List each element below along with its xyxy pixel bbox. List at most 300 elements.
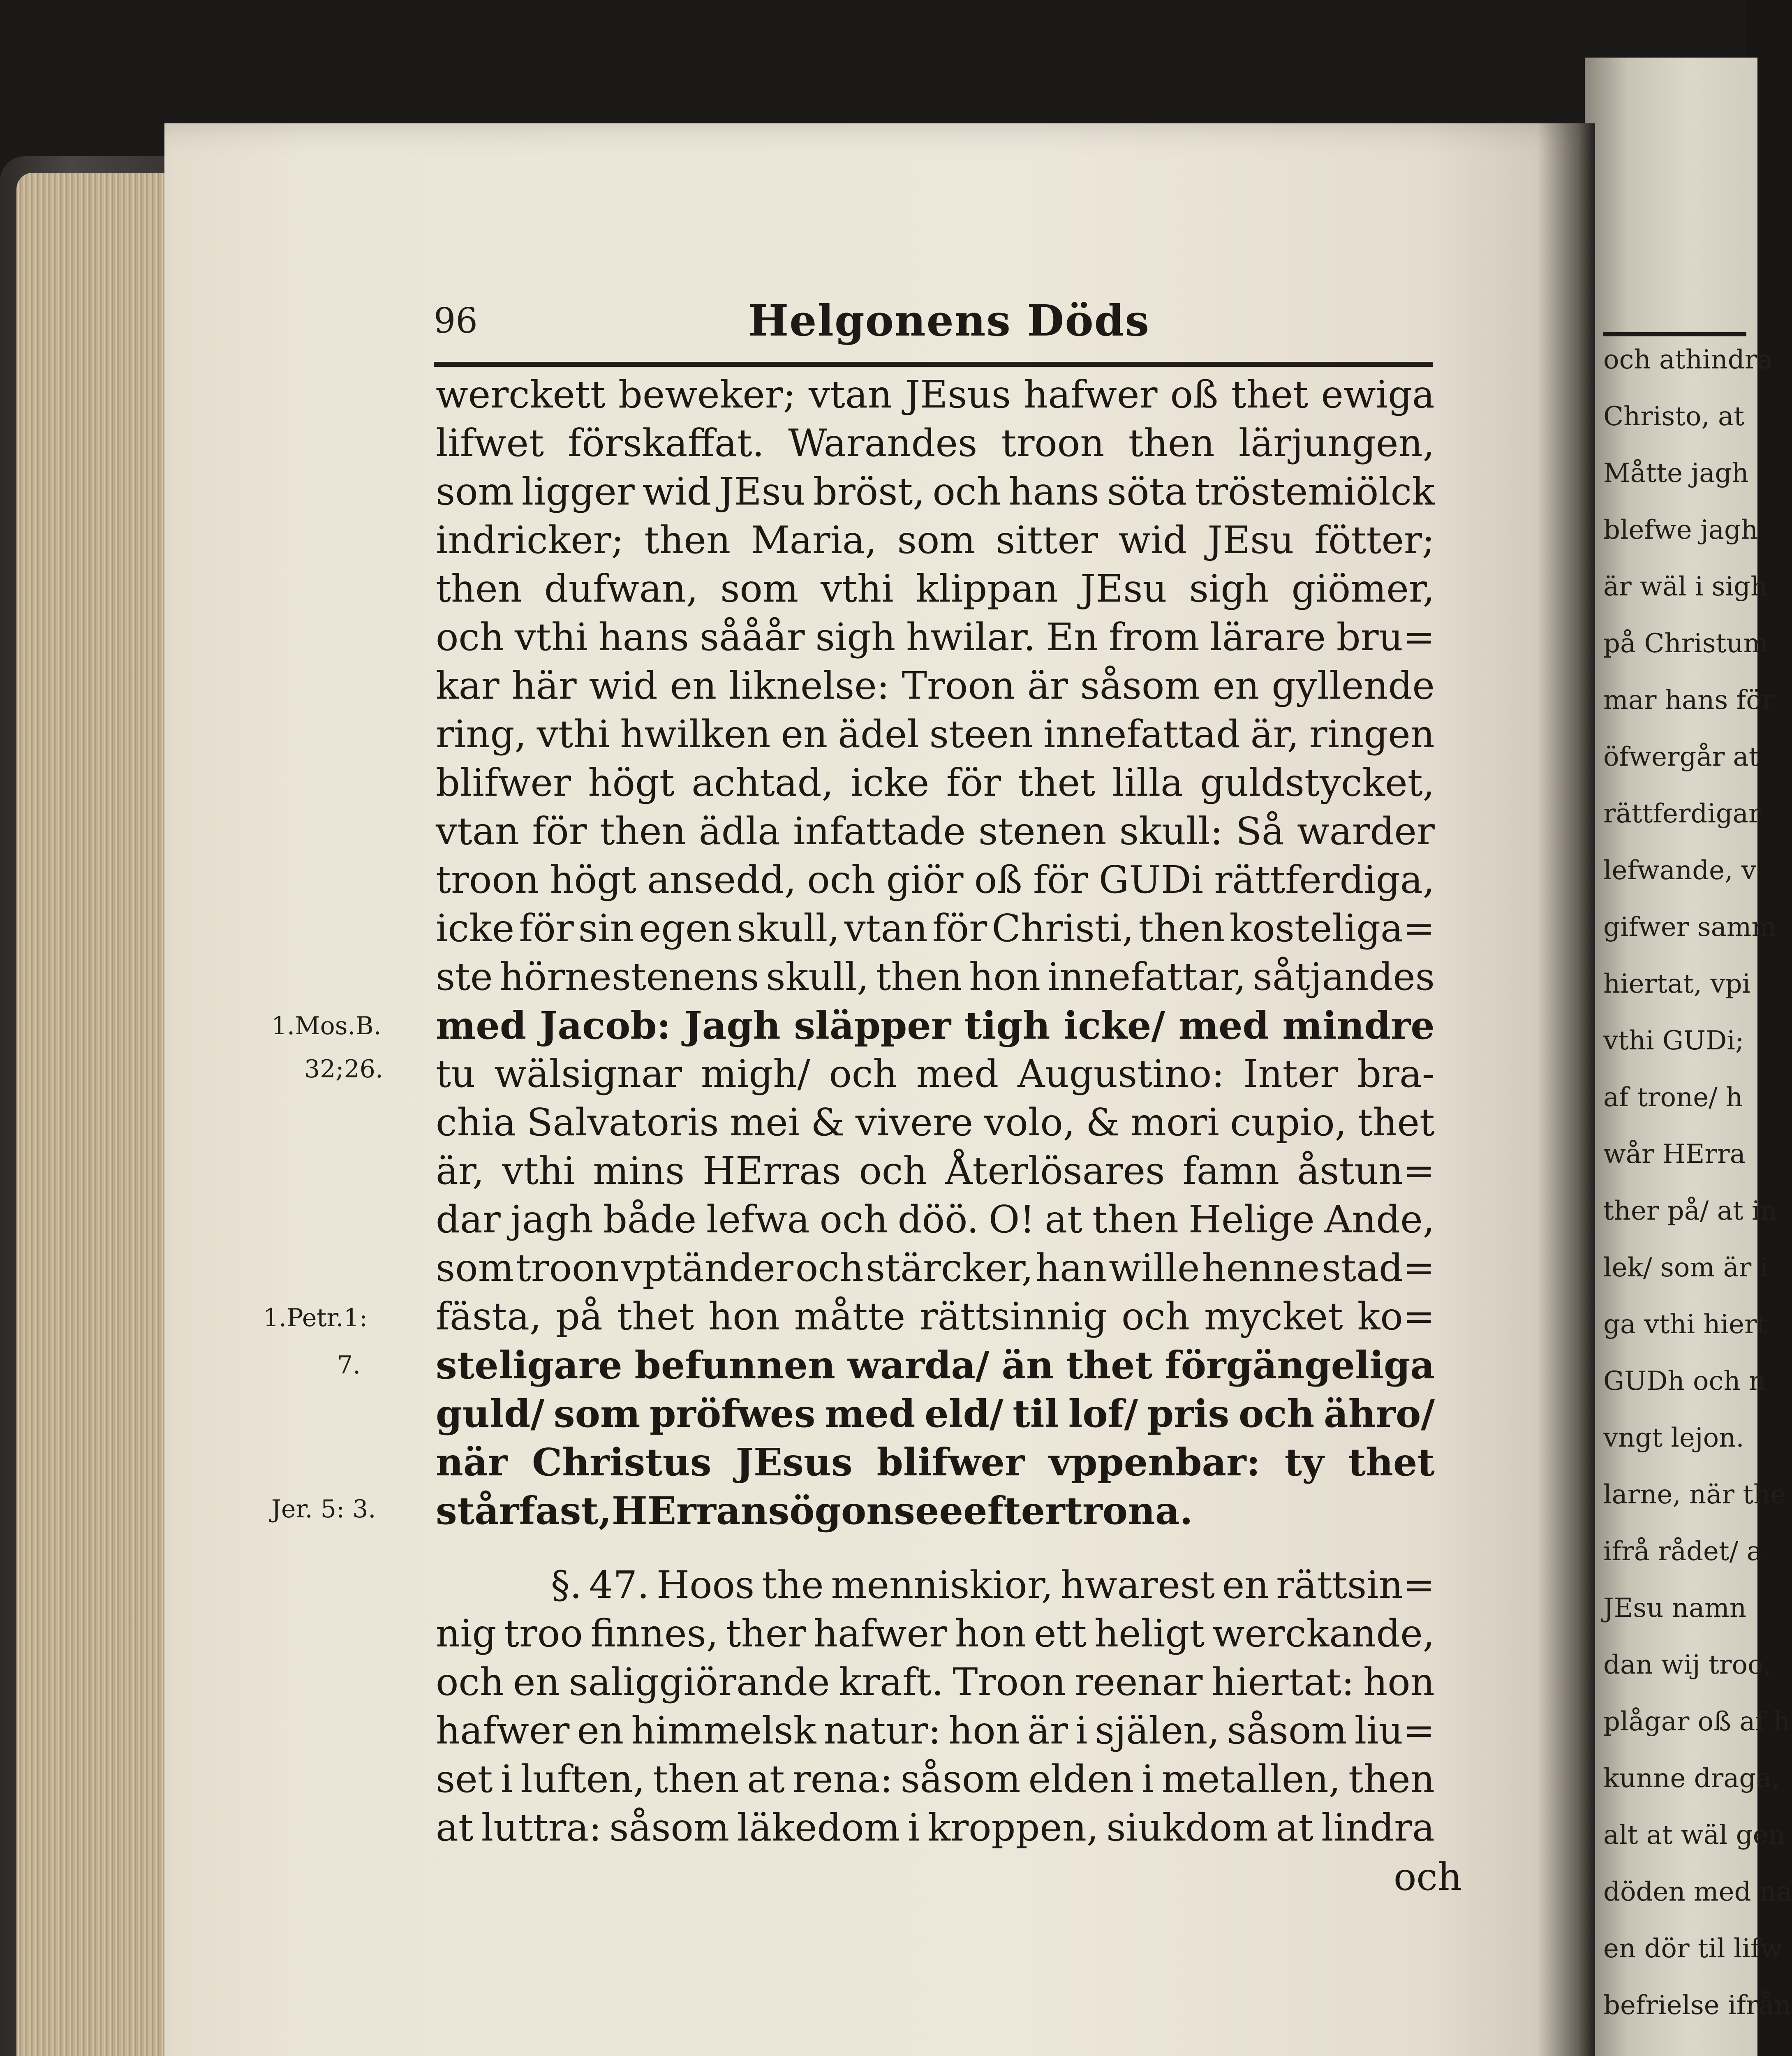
text-line <box>436 1660 1435 1708</box>
right-page-line: lefwande, v <box>1603 855 1756 886</box>
text-line <box>436 1246 1435 1294</box>
word: i <box>908 1806 920 1850</box>
word: siukdom <box>1106 1806 1268 1850</box>
word: klippan <box>916 567 1059 611</box>
word: vtan <box>808 373 892 417</box>
word: ädla <box>698 809 780 853</box>
word: icke <box>851 761 930 805</box>
word: famn <box>1182 1149 1280 1193</box>
word: thet <box>617 1294 694 1338</box>
word: wälsignar <box>494 1052 682 1096</box>
head-rule <box>434 362 1433 367</box>
word: sååår <box>699 615 805 659</box>
word: reenar <box>1075 1660 1203 1704</box>
word: och <box>829 1052 897 1096</box>
word: wid <box>589 664 658 708</box>
word: vthi <box>821 567 894 611</box>
word: förskaffat. <box>568 421 764 465</box>
word: then <box>1348 1757 1435 1801</box>
word: JEsus <box>905 373 1011 417</box>
word: natur: <box>823 1709 941 1753</box>
text-line <box>436 760 1435 809</box>
word: blifwer <box>436 761 571 805</box>
word: vthi <box>536 712 610 756</box>
text-line <box>436 954 1435 1003</box>
word: är <box>1027 664 1068 708</box>
word: cupio, <box>1230 1100 1347 1144</box>
word: Salvatoris <box>527 1100 719 1144</box>
right-page-line: döden med na <box>1603 1877 1792 1907</box>
word: kroppen, <box>927 1806 1099 1850</box>
margin-note: 32;26. <box>304 1055 383 1084</box>
word: såsom <box>1080 664 1200 708</box>
word: hwilar. <box>906 615 1036 659</box>
word: såsom <box>609 1806 730 1850</box>
word: Inter <box>1243 1052 1339 1096</box>
word: ty <box>1284 1440 1324 1484</box>
word: warda/ <box>847 1343 990 1387</box>
word: & <box>811 1100 845 1144</box>
right-page-line: larne, när the <box>1603 1479 1786 1510</box>
word: liu= <box>1354 1709 1435 1753</box>
right-page-line: alt at wäl gen <box>1603 1820 1785 1850</box>
word: liknelse: <box>729 664 890 708</box>
word: then <box>653 1757 739 1801</box>
catchword: och <box>1394 1855 1462 1899</box>
word: wid <box>1118 518 1187 562</box>
word: & <box>1086 1100 1120 1144</box>
word: vppenbar: <box>1049 1440 1260 1484</box>
word: kraft. <box>839 1660 944 1704</box>
page-edges <box>16 173 173 2056</box>
word: steligare <box>436 1343 622 1387</box>
word: beweker; <box>618 373 796 417</box>
running-title: Helgonens Döds <box>748 295 1150 346</box>
word: hiertat: <box>1212 1660 1355 1704</box>
word: Helige <box>1188 1197 1315 1241</box>
word: vivere <box>855 1100 973 1144</box>
word: tu <box>436 1052 476 1096</box>
text-line <box>436 1488 1435 1537</box>
right-page-line: gifwer samm <box>1603 912 1777 942</box>
word: måtte <box>794 1294 906 1338</box>
word: mei <box>730 1100 800 1144</box>
word: troon <box>436 858 539 902</box>
word: för <box>932 906 987 950</box>
word: HErras <box>702 1149 842 1193</box>
word: vptänder <box>621 1246 793 1290</box>
word: thet <box>1066 1343 1153 1387</box>
word: then <box>1092 1197 1179 1241</box>
word: blifwer <box>876 1440 1025 1484</box>
right-page-line: mar hans för <box>1603 685 1775 715</box>
text-line <box>436 518 1435 566</box>
text-line <box>436 1611 1435 1660</box>
word: bra- <box>1357 1052 1435 1096</box>
word: högt <box>588 761 675 805</box>
word: med <box>1178 1003 1269 1048</box>
word: the <box>761 1563 824 1607</box>
word: werckande, <box>1212 1611 1435 1655</box>
word: icke <box>436 906 515 950</box>
word: heligt <box>1094 1611 1205 1655</box>
text-line <box>436 372 1435 421</box>
word: lärjungen, <box>1238 421 1435 465</box>
word: för <box>946 761 1001 805</box>
word: warder <box>1297 809 1435 853</box>
text-line <box>436 1563 1435 1611</box>
word: tigh <box>964 1003 1050 1048</box>
right-page-line: ga vthi hiert <box>1603 1309 1768 1340</box>
text-line <box>436 1003 1435 1051</box>
word: söta <box>1107 470 1187 514</box>
word: såsom <box>900 1757 1021 1801</box>
word: en <box>670 664 717 708</box>
word: hon <box>969 955 1041 999</box>
word: lifwet <box>436 421 544 465</box>
word: döö. <box>897 1197 979 1241</box>
word: hafwer <box>813 1611 948 1655</box>
word: som <box>897 518 976 562</box>
text-line <box>436 566 1435 615</box>
word: werckett <box>436 373 606 417</box>
word: Återlösares <box>945 1149 1165 1193</box>
word: JEsu <box>1207 518 1294 562</box>
word: at <box>1045 1197 1083 1241</box>
word: ett <box>1034 1611 1087 1655</box>
right-page-head-rule <box>1603 332 1746 336</box>
word: thet <box>1231 373 1309 417</box>
word: giör <box>886 858 964 902</box>
word: med <box>916 1052 999 1096</box>
word: med <box>825 1392 916 1436</box>
word: efter <box>963 1489 1065 1533</box>
word: JEsus <box>735 1440 853 1484</box>
word: from <box>1108 615 1200 659</box>
right-page-line: på Christum <box>1603 628 1769 659</box>
text-line <box>436 1391 1435 1440</box>
word: gyllende <box>1272 664 1435 708</box>
word: skull, <box>766 955 869 999</box>
text-line <box>436 615 1435 663</box>
word: Ande, <box>1324 1197 1435 1241</box>
word: lilla <box>1112 761 1183 805</box>
word: mycket <box>1204 1294 1343 1338</box>
word: then <box>1128 421 1215 465</box>
word: lefwa <box>706 1197 810 1241</box>
word: hafwer <box>1024 373 1158 417</box>
word: ansedd, <box>647 858 796 902</box>
word: hon <box>1363 1660 1435 1704</box>
gutter-shadow <box>1538 123 1595 2056</box>
word: mindre <box>1282 1003 1435 1048</box>
word: än <box>1001 1343 1054 1387</box>
word: giömer, <box>1291 567 1435 611</box>
word: en <box>1212 664 1260 708</box>
word: Christi, <box>992 906 1134 950</box>
word: troon <box>1001 421 1105 465</box>
text-line <box>436 906 1435 954</box>
text-line <box>436 469 1435 518</box>
word: bröst, <box>813 470 925 514</box>
word: achtad, <box>691 761 834 805</box>
right-page-line: Måtte jagh <box>1603 458 1749 489</box>
word: högt <box>550 858 636 902</box>
word: thet <box>1348 1440 1435 1484</box>
word: och <box>859 1149 927 1193</box>
word: §. <box>551 1563 582 1607</box>
word: thet <box>1357 1100 1435 1144</box>
word: sigh <box>1189 567 1269 611</box>
word: JEsu <box>1080 567 1167 611</box>
word: hans <box>598 615 689 659</box>
right-page-line: vngt lejon. <box>1603 1423 1744 1453</box>
word: menniskior, <box>831 1563 1053 1607</box>
right-page-line: en dör til lifw <box>1603 1933 1783 1964</box>
word: kar <box>436 664 499 708</box>
word: volo, <box>984 1100 1075 1144</box>
word: ögon <box>789 1489 894 1533</box>
word: pris <box>1147 1392 1230 1436</box>
word: bru= <box>1336 615 1435 659</box>
word: såsom <box>1227 1709 1347 1753</box>
word: elden <box>1028 1757 1134 1801</box>
word: guld/ <box>436 1392 545 1436</box>
word: hafwer <box>436 1709 570 1753</box>
text-line <box>436 1757 1435 1805</box>
word: rena: <box>792 1757 893 1801</box>
word: och <box>795 1246 864 1290</box>
right-page-line: ifrå rådet/ a <box>1603 1536 1762 1567</box>
right-page-line: wår HErra <box>1603 1139 1746 1169</box>
text-line <box>436 1148 1435 1197</box>
word: then <box>436 567 522 611</box>
word: ewiga <box>1321 373 1435 417</box>
word: dar <box>436 1197 501 1241</box>
word: Maria, <box>751 518 877 562</box>
margin-note: 1.Petr.1: <box>263 1304 368 1332</box>
margin-note: 1.Mos.B. <box>271 1012 382 1040</box>
word: skull, <box>737 906 840 950</box>
word: Christus <box>532 1440 712 1484</box>
word: och <box>1238 1392 1315 1436</box>
text-line <box>436 1197 1435 1246</box>
word: som <box>436 470 514 514</box>
word: Warandes <box>788 421 978 465</box>
text-line <box>436 1708 1435 1757</box>
word: mins <box>593 1149 685 1193</box>
text-line <box>436 663 1435 712</box>
word: ligger <box>521 470 635 514</box>
right-page-line: JEsu namn <box>1603 1593 1747 1623</box>
word: som <box>720 567 799 611</box>
text-line <box>436 809 1435 857</box>
word: guldstycket, <box>1200 761 1435 805</box>
word: ringen <box>1309 712 1435 756</box>
word: Hoos <box>657 1563 755 1607</box>
word: i <box>1142 1757 1154 1801</box>
word: åstun= <box>1297 1149 1435 1193</box>
text-line <box>436 1051 1435 1100</box>
word: trona. <box>1065 1489 1193 1533</box>
word: för <box>1033 858 1088 902</box>
word: Jagh <box>684 1003 781 1048</box>
word: luften, <box>520 1757 645 1801</box>
text-line <box>436 1440 1435 1488</box>
right-page-line: GUDh och n <box>1603 1366 1766 1396</box>
word: en <box>1222 1563 1269 1607</box>
word: rättsin= <box>1276 1563 1435 1607</box>
word: hwilken <box>620 712 771 756</box>
word: på <box>555 1294 603 1338</box>
word: lof/ <box>1068 1392 1138 1436</box>
word: saliggiörande <box>569 1660 830 1704</box>
word: och <box>819 1197 888 1241</box>
word: en <box>577 1709 624 1753</box>
word: 47. <box>589 1563 650 1607</box>
word: som <box>436 1246 514 1290</box>
word: hans <box>1008 470 1100 514</box>
word: står <box>436 1489 519 1533</box>
word: rättsinnig <box>919 1294 1108 1338</box>
word: troon <box>516 1246 619 1290</box>
page-number: 96 <box>434 301 478 341</box>
word: och <box>932 470 1001 514</box>
word: och <box>436 615 504 659</box>
word: sin <box>578 906 634 950</box>
word: lindra <box>1321 1806 1435 1850</box>
word: oß <box>1170 373 1219 417</box>
word: och <box>807 858 876 902</box>
right-page-line: befrielse ifrån <box>1603 1990 1792 2021</box>
word: oß <box>974 858 1022 902</box>
word: then <box>644 518 731 562</box>
word: är, <box>1250 712 1299 756</box>
word: finnes, <box>590 1611 719 1655</box>
word: HErrans <box>611 1489 790 1533</box>
right-page-line: Christo, at <box>1603 401 1744 432</box>
word: kosteliga= <box>1229 906 1435 950</box>
word: en <box>781 712 828 756</box>
word: jagh <box>510 1197 594 1241</box>
word: pröfwes <box>650 1392 816 1436</box>
word: som <box>553 1392 640 1436</box>
word: Troon <box>902 664 1015 708</box>
right-page-line: rättferdigar <box>1603 799 1761 829</box>
word: ähro/ <box>1324 1392 1435 1436</box>
word: migh/ <box>701 1052 810 1096</box>
word: förgängeliga <box>1165 1343 1435 1387</box>
word: chia <box>436 1100 516 1144</box>
word: thet <box>1018 761 1096 805</box>
word: indricker; <box>436 518 624 562</box>
text-line <box>436 1294 1435 1343</box>
text-line <box>436 712 1435 760</box>
word: hon <box>948 1709 1020 1753</box>
right-page-line: af trone/ h <box>1603 1082 1743 1113</box>
word: then <box>876 955 962 999</box>
word: och <box>436 1660 504 1704</box>
right-page-line: och athindra <box>1603 345 1773 375</box>
word: mori <box>1130 1100 1219 1144</box>
word: Augustino: <box>1017 1052 1225 1096</box>
word: vthi <box>502 1149 575 1193</box>
word: infattade <box>793 809 966 853</box>
word: hörnestenens <box>499 955 759 999</box>
word: hwarest <box>1060 1563 1215 1607</box>
word: sitter <box>995 518 1098 562</box>
word: lärare <box>1210 615 1326 659</box>
word: är <box>1027 1709 1068 1753</box>
word: han <box>1035 1246 1107 1290</box>
word: stad= <box>1321 1246 1435 1290</box>
margin-note: 7. <box>337 1351 361 1380</box>
word: vthi <box>515 615 588 659</box>
right-page-line: dan wij troo, <box>1603 1650 1772 1680</box>
word: see <box>894 1489 964 1533</box>
right-page-line: hiertat, vpi <box>1603 969 1751 999</box>
word: egen <box>638 906 732 950</box>
right-page-line: ther på/ at in <box>1603 1196 1777 1226</box>
right-page-line: lek/ som är i <box>1603 1253 1768 1283</box>
word: både <box>603 1197 697 1241</box>
word: är, <box>436 1149 484 1193</box>
word: fötter; <box>1314 518 1435 562</box>
word: Jacob: <box>539 1003 671 1048</box>
text-line <box>436 1343 1435 1391</box>
word: til <box>1013 1392 1059 1436</box>
word: när <box>436 1440 508 1484</box>
word: troo <box>504 1611 583 1655</box>
word: skull: <box>1119 809 1223 853</box>
word: vtan <box>436 809 520 853</box>
word: stärcker, <box>865 1246 1034 1290</box>
word: metallen, <box>1161 1757 1341 1801</box>
word: befunnen <box>634 1343 836 1387</box>
word: En <box>1046 615 1098 659</box>
word: ther <box>726 1611 806 1655</box>
word: eld/ <box>925 1392 1004 1436</box>
word: ring, <box>436 712 527 756</box>
word: själen, <box>1095 1709 1220 1753</box>
margin-note: Jer. 5: 3. <box>271 1495 376 1523</box>
right-page-line: öfwergår at <box>1603 742 1760 772</box>
text-line <box>436 1805 1435 1854</box>
word: släpper <box>794 1003 951 1048</box>
text-line <box>436 857 1435 906</box>
word: nig <box>436 1611 497 1655</box>
word: set <box>436 1757 493 1801</box>
word: steen <box>929 712 1033 756</box>
word: stenen <box>978 809 1107 853</box>
word: innefattar, <box>1047 955 1246 999</box>
word: sigh <box>815 615 896 659</box>
right-page-line: vthi GUDi; <box>1603 1026 1744 1056</box>
word: och <box>1121 1294 1190 1338</box>
word: icke/ <box>1064 1003 1165 1048</box>
word: then <box>1138 906 1225 950</box>
word: i <box>500 1757 513 1801</box>
word: läkedom <box>737 1806 900 1850</box>
right-page-line: blefwe jagh <box>1603 515 1758 545</box>
word: Så <box>1235 809 1284 853</box>
word: en <box>513 1660 560 1704</box>
word: Troon <box>953 1660 1066 1704</box>
word: ste <box>436 955 493 999</box>
word: tröstemiölck <box>1195 470 1435 514</box>
word: här <box>511 664 577 708</box>
word: rättferdiga, <box>1214 858 1435 902</box>
